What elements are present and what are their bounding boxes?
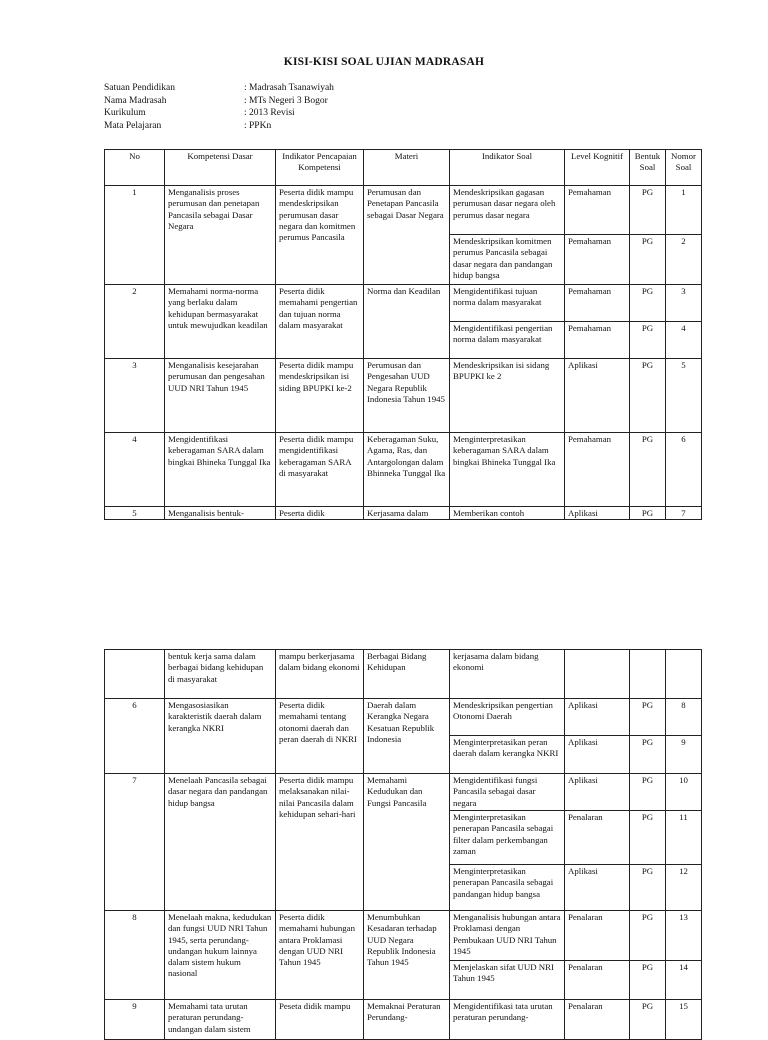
cell-bentuk-soal: PG [630,359,666,433]
column-header: Indikator Soal [450,150,565,186]
cell-indikator-soal: Menjelaskan sifat UUD NRI Tahun 1945 [450,961,565,1000]
cell-level-kognitif: Pemahaman [565,285,630,322]
cell-no: 6 [105,699,165,774]
cell-no: 9 [105,1000,165,1040]
cell-indikator-soal: Mendeskripsikan komitmen perumus Pancasila sebagai dasar negara dan pandangan hidup bangsa [450,235,565,285]
table-row [105,911,702,961]
cell-materi: Daerah dalam Kerangka Negara Kesatuan Republik Indonesia [364,699,450,774]
cell-indikator-pencapaian: Peserta didik mampu mengidentifikasi keberagaman SARA di masyarakat [276,433,364,507]
cell-bentuk-soal: PG [630,322,666,359]
cell-kompetensi-dasar: Menelaah Pancasila sebagai dasar negara dan pandangan hidup bangsa [165,774,276,911]
cell-nomor-soal: 6 [666,433,702,507]
cell-bentuk-soal: PG [630,736,666,774]
meta-label: Kurikulum [104,108,146,118]
cell-indikator-soal: kerjasama dalam bidang ekonomi [450,650,565,699]
cell-level-kognitif: Penalaran [565,911,630,961]
cell-indikator-pencapaian: Peserta didik memahami tentang otonomi daerah dan peran daerah di NKRI [276,699,364,774]
cell-level-kognitif: Aplikasi [565,507,630,520]
cell-kompetensi-dasar: Memahami tata urutan peraturan perundang-undangan dalam sistem [165,1000,276,1040]
cell-no: 5 [105,507,165,520]
cell-bentuk-soal [630,650,666,699]
cell-level-kognitif: Aplikasi [565,699,630,736]
meta-value: : Madrasah Tsanawiyah [244,83,334,93]
cell-indikator-soal: Mengidentifikasi fungsi Pancasila sebagai dasar negara [450,774,565,811]
cell-materi: Memaknai Peraturan Perundang- [364,1000,450,1040]
cell-bentuk-soal: PG [630,811,666,865]
table-row [105,285,702,322]
cell-level-kognitif: Pemahaman [565,322,630,359]
meta-row [104,107,334,120]
cell-level-kognitif: Pemahaman [565,433,630,507]
cell-nomor-soal: 13 [666,911,702,961]
column-header: Bentuk Soal [630,150,666,186]
table-row [105,774,702,811]
cell-nomor-soal: 10 [666,774,702,811]
cell-nomor-soal: 5 [666,359,702,433]
cell-indikator-soal: Mengidentifikasi tata urutan peraturan perundang- [450,1000,565,1040]
cell-indikator-pencapaian: Peserta didik mampu mendeskripsikan isi siding BPUPKI ke-2 [276,359,364,433]
meta-row [104,120,334,133]
cell-bentuk-soal: PG [630,865,666,911]
cell-indikator-soal: Mendeskripsikan pengertian Otonomi Daerah [450,699,565,736]
cell-kompetensi-dasar: Memahami norma-norma yang berlaku dalam kehidupan bermasyarakat untuk mewujudkan keadilan [165,285,276,359]
meta-value: : MTs Negeri 3 Bogor [244,95,328,106]
cell-nomor-soal: 1 [666,186,702,235]
cell-bentuk-soal: PG [630,774,666,811]
meta-value: : 2013 Revisi [244,108,295,118]
cell-nomor-soal: 2 [666,235,702,285]
cell-level-kognitif: Penalaran [565,961,630,1000]
table-header-row [105,150,702,186]
cell-materi: Memahami Kedudukan dan Fungsi Pancasila [364,774,450,911]
meta-row [104,95,334,108]
meta-row [104,82,334,95]
cell-bentuk-soal: PG [630,186,666,235]
cell-nomor-soal: 8 [666,699,702,736]
cell-materi: Perumusan dan Penetapan Pancasila sebagai Dasar Negara [364,186,450,285]
cell-level-kognitif: Aplikasi [565,865,630,911]
table-row [105,433,702,507]
cell-indikator-pencapaian: Peserta didik memahami hubungan antara Proklamasi dengan UUD NRI Tahun 1945 [276,911,364,1000]
cell-indikator-soal: Memberikan contoh [450,507,565,520]
cell-no: 8 [105,911,165,1000]
column-header: Nomor Soal [666,150,702,186]
column-header: No [105,150,165,186]
cell-no [105,650,165,699]
cell-level-kognitif [565,650,630,699]
cell-level-kognitif: Aplikasi [565,359,630,433]
cell-no: 1 [105,186,165,285]
cell-kompetensi-dasar: Menganalisis proses perumusan dan penetapan Pancasila sebagai Dasar Negara [165,186,276,285]
cell-bentuk-soal: PG [630,911,666,961]
cell-kompetensi-dasar: Mengasosiasikan karakteristik daerah dalam kerangka NKRI [165,699,276,774]
cell-indikator-soal: Menginterpretasikan keberagaman SARA dalam bingkai Bhineka Tunggal Ika [450,433,565,507]
cell-no: 4 [105,433,165,507]
cell-indikator-soal: Menganalisis hubungan antara Proklamasi dengan Pembukaan UUD NRI Tahun 1945 [450,911,565,961]
cell-level-kognitif: Pemahaman [565,186,630,235]
cell-level-kognitif: Penalaran [565,811,630,865]
meta-label: Mata Pelajaran [104,120,162,131]
cell-indikator-soal: Menginterpretasikan penerapan Pancasila sebagai pandangan hidup bangsa [450,865,565,911]
column-header: Kompetensi Dasar [165,150,276,186]
kisi-kisi-table-page-2 [104,649,702,1040]
cell-no: 3 [105,359,165,433]
column-header: Indikator Pencapaian Kompetensi [276,150,364,186]
cell-indikator-soal: Mendeskripsikan isi sidang BPUPKI ke 2 [450,359,565,433]
meta-value: : PPKn [244,120,272,131]
cell-nomor-soal: 12 [666,865,702,911]
cell-no: 2 [105,285,165,359]
cell-kompetensi-dasar: Menelaah makna, kedudukan dan fungsi UUD NRI Tahun 1945, serta perundang-undangan hukum lainnya dalam sistem hukum nasional [165,911,276,1000]
cell-level-kognitif: Pemahaman [565,235,630,285]
document-title: KISI-KISI SOAL UJIAN MADRASAH [283,56,485,68]
cell-indikator-pencapaian: Peserta didik memahami pengertian dan tujuan norma dalam masyarakat [276,285,364,359]
cell-materi: Keberagaman Suku, Agama, Ras, dan Antargolongan dalam Bhinneka Tunggal Ika [364,433,450,507]
cell-materi: Kerjasama dalam [364,507,450,520]
cell-indikator-pencapaian: Peserta didik [276,507,364,520]
cell-bentuk-soal: PG [630,433,666,507]
cell-indikator-soal: Menginterpretasikan penerapan Pancasila sebagai filter dalam perkembangan zaman [450,811,565,865]
table-row [105,186,702,235]
cell-indikator-pencapaian: Peserta didik mampu mendeskripsikan perumusan dasar negara dan komitmen perumus Pancasila [276,186,364,285]
cell-kompetensi-dasar: Mengidentifikasi keberagaman SARA dalam bingkai Bhineka Tunggal Ika [165,433,276,507]
cell-kompetensi-dasar: Menganalisis bentuk- [165,507,276,520]
cell-kompetensi-dasar: bentuk kerja sama dalam berbagai bidang kehidupan di masyarakat [165,650,276,699]
table-row [105,650,702,699]
cell-bentuk-soal: PG [630,285,666,322]
column-header: Materi [364,150,450,186]
cell-indikator-soal: Mengidentifikasi pengertian norma dalam masyarakat [450,322,565,359]
cell-materi: Menumbuhkan Kesadaran terhadap UUD Negara Republik Indonesia Tahun 1945 [364,911,450,1000]
document-meta [104,82,334,132]
cell-no: 7 [105,774,165,911]
cell-materi: Perumusan dan Pengesahan UUD Negara Republik Indonesia Tahun 1945 [364,359,450,433]
cell-bentuk-soal: PG [630,961,666,1000]
cell-indikator-pencapaian: Peserta didik mampu melaksanakan nilai-nilai Pancasila dalam kehidupan sehari-hari [276,774,364,911]
cell-materi: Berbagai Bidang Kehidupan [364,650,450,699]
table-row [105,1000,702,1040]
cell-indikator-pencapaian: Peseta didik mampu [276,1000,364,1040]
cell-indikator-pencapaian: mampu berkerjasama dalam bidang ekonomi [276,650,364,699]
cell-level-kognitif: Penalaran [565,1000,630,1040]
cell-nomor-soal: 14 [666,961,702,1000]
document-page-2 [0,560,768,1034]
cell-kompetensi-dasar: Menganalisis kesejarahan perumusan dan pengesahan UUD NRI Tahun 1945 [165,359,276,433]
table-row [105,699,702,736]
cell-nomor-soal: 7 [666,507,702,520]
meta-label: Nama Madrasah [104,95,167,106]
cell-indikator-soal: Mendeskripsikan gagasan perumusan dasar negara oleh perumus dasar negara [450,186,565,235]
cell-indikator-soal: Menginterpretasikan peran daerah dalam kerangka NKRI [450,736,565,774]
kisi-kisi-table-page-1 [104,149,702,520]
cell-bentuk-soal: PG [630,235,666,285]
cell-level-kognitif: Aplikasi [565,774,630,811]
cell-indikator-soal: Mengidentifikasi tujuan norma dalam masyarakat [450,285,565,322]
cell-bentuk-soal: PG [630,699,666,736]
table-row [105,359,702,433]
meta-label: Satuan Pendidikan [104,83,175,93]
cell-nomor-soal [666,650,702,699]
cell-bentuk-soal: PG [630,1000,666,1040]
cell-nomor-soal: 9 [666,736,702,774]
cell-materi: Norma dan Keadilan [364,285,450,359]
cell-nomor-soal: 4 [666,322,702,359]
cell-nomor-soal: 3 [666,285,702,322]
column-header: Level Kognitif [565,150,630,186]
cell-bentuk-soal: PG [630,507,666,520]
table-row [105,507,702,520]
cell-level-kognitif: Aplikasi [565,736,630,774]
cell-nomor-soal: 15 [666,1000,702,1040]
cell-nomor-soal: 11 [666,811,702,865]
